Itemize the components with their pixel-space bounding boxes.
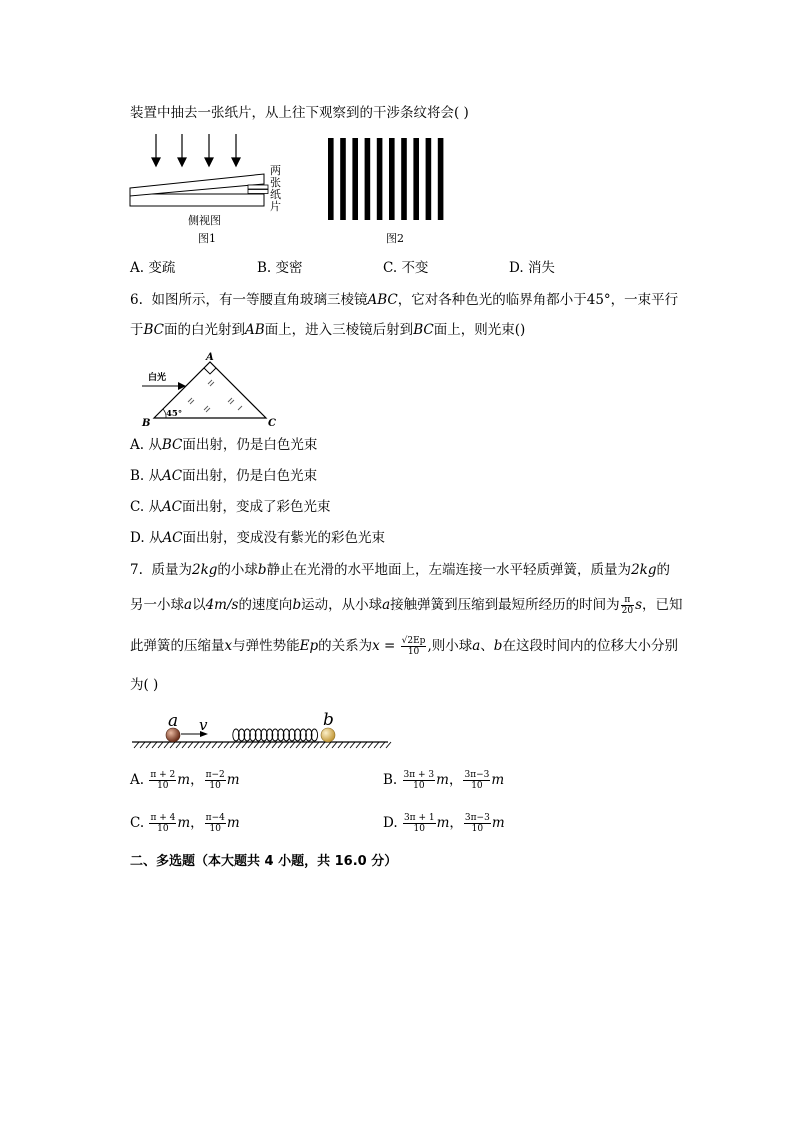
- light-arrow-head: [205, 158, 213, 166]
- ground-hatch: [368, 742, 373, 748]
- q7-spring-figure: [130, 706, 392, 756]
- ground-hatch: [320, 742, 325, 748]
- q6-option-b[interactable]: B. 从AC面出射，仍是白色光束: [130, 468, 318, 484]
- interference-fringe: [340, 138, 346, 220]
- q5-figure-1: [120, 130, 300, 250]
- ground-hatch: [152, 742, 157, 748]
- top-glass-plate: [130, 174, 264, 196]
- interference-fringe: [389, 138, 395, 220]
- ground-hatch: [182, 742, 187, 748]
- ground-hatch: [200, 742, 205, 748]
- interference-fringe: [377, 138, 383, 220]
- ground-hatch: [194, 742, 199, 748]
- ground-hatch: [254, 742, 259, 748]
- q5-figure-2: [322, 136, 457, 248]
- interference-fringe: [365, 138, 371, 220]
- q7-option-d[interactable]: D. $\frac{3\pi + 1}{10}$ m， $\frac{3\pi-3}{10}$ m: [383, 813, 505, 834]
- q6-prism-figure: [140, 350, 280, 430]
- section-heading-multiple-choice: 二、多选题（本大题共 4 小题，共 16.0 分）: [130, 854, 398, 869]
- interference-fringe: [401, 138, 407, 220]
- white-light-label: 白光: [148, 373, 167, 383]
- q7-stem-line-2: 另一小球a以4m/s的速度向b运动，从小球a接触弹簧到压缩到最短所经历的时间为 $\frac{\pi}{20}$ s，已知: [130, 595, 683, 616]
- ground-hatch: [338, 742, 343, 748]
- ground-hatch: [326, 742, 331, 748]
- ground-hatch: [332, 742, 337, 748]
- ground-hatch: [314, 742, 319, 748]
- q7-stem-line-3: 此弹簧的压缩量x与弹性势能Ep的关系为x = $\frac{√2Ep}{10}$ ,则小球a、b在这段时间内的位移大小分别: [130, 636, 678, 657]
- fig1-view-label: 侧视图: [188, 214, 221, 227]
- ground-hatch: [386, 742, 391, 748]
- q7-option-a[interactable]: A. $\frac{\pi + 2}{10}$ m， $\frac{\pi-2}{10}$ m: [130, 770, 240, 791]
- q5-stem-tail: 装置中抽去一张纸片，从上往下观察到的干涉条纹将会( ): [130, 105, 469, 121]
- ground-hatch: [218, 742, 223, 748]
- q7-stem-line-1: 7. 质量为2kg的小球b静止在光滑的水平地面上，左端连接一水平轻质弹簧，质量为2kg的: [130, 562, 670, 578]
- ground-hatch: [350, 742, 355, 748]
- angle-label: 45°: [166, 409, 183, 419]
- interference-fringe: [426, 138, 432, 220]
- q5-option-a[interactable]: A. 变疏: [130, 260, 176, 276]
- vertex-c: C: [268, 418, 276, 429]
- paper-strip: [248, 185, 268, 189]
- interference-fringe: [328, 138, 334, 220]
- q6-stem-line-1: 6. 如图所示，有一等腰直角玻璃三棱镜ABC，它对各种色光的临界角都小于45°，一束平行: [130, 292, 679, 308]
- side-label-char: 纸: [270, 188, 281, 201]
- label-v: v: [199, 716, 208, 734]
- ball-b: [321, 728, 335, 742]
- ground-hatch: [188, 742, 193, 748]
- ground-hatch: [158, 742, 163, 748]
- ground-hatch: [380, 742, 385, 748]
- side-label-char: 片: [270, 200, 281, 213]
- light-arrow-head: [232, 158, 240, 166]
- ground-hatch: [146, 742, 151, 748]
- ground-hatch: [236, 742, 241, 748]
- ground-hatch: [206, 742, 211, 748]
- ground-hatch: [362, 742, 367, 748]
- light-arrow-head: [152, 158, 160, 166]
- ground-hatch: [260, 742, 265, 748]
- q5-option-c[interactable]: C. 不变: [383, 260, 429, 276]
- fig1-caption: 图1: [198, 232, 216, 245]
- light-arrow-head: [178, 158, 186, 166]
- ground-hatch: [344, 742, 349, 748]
- q6-option-d[interactable]: D. 从AC面出射，变成没有紫光的彩色光束: [130, 530, 386, 546]
- ground-hatch: [356, 742, 361, 748]
- q5-option-b[interactable]: B. 变密: [257, 260, 303, 276]
- q7-option-b[interactable]: B. $\frac{3\pi + 3}{10}$ m， $\frac{3\pi-3}{10}$ m: [383, 770, 505, 791]
- ground-hatch: [266, 742, 271, 748]
- paper-strip: [248, 190, 268, 194]
- q6-stem-line-2: 于BC面的白光射到AB面上，进入三棱镜后射到BC面上，则光束(): [130, 322, 526, 338]
- ground-hatch: [278, 742, 283, 748]
- ground-hatch: [284, 742, 289, 748]
- q6-option-c[interactable]: C. 从AC面出射，变成了彩色光束: [130, 499, 331, 515]
- q7-stem-line-4: 为( ): [130, 677, 159, 693]
- interference-fringe: [438, 138, 444, 220]
- ground-hatch: [272, 742, 277, 748]
- bottom-glass-plate: [130, 194, 264, 206]
- ground-hatch: [224, 742, 229, 748]
- ground-hatch: [374, 742, 379, 748]
- q6-option-a[interactable]: A. 从BC面出射，仍是白色光束: [130, 437, 318, 453]
- ground-hatch: [140, 742, 145, 748]
- label-b: b: [323, 710, 334, 730]
- ground-hatch: [242, 742, 247, 748]
- ground-hatch: [302, 742, 307, 748]
- side-label-char: 张: [270, 176, 281, 189]
- ground-hatch: [290, 742, 295, 748]
- ground-hatch: [164, 742, 169, 748]
- compression-fraction: $\frac{√2Ep}{10}$: [401, 636, 426, 657]
- interference-fringe: [413, 138, 419, 220]
- ground-hatch: [308, 742, 313, 748]
- q7-option-c[interactable]: C. $\frac{\pi + 4}{10}$ m， $\frac{\pi-4}{10}$ m: [130, 813, 240, 834]
- q5-option-d[interactable]: D. 消失: [509, 260, 555, 276]
- ground-hatch: [230, 742, 235, 748]
- label-a: a: [168, 711, 179, 731]
- ground-hatch: [176, 742, 181, 748]
- ground-hatch: [248, 742, 253, 748]
- vertex-b: B: [142, 418, 151, 429]
- ground-hatch: [134, 742, 139, 748]
- time-fraction: $\frac{\pi}{20}$: [621, 595, 634, 616]
- interference-fringe: [352, 138, 358, 220]
- ground-hatch: [170, 742, 175, 748]
- vertex-a: A: [206, 352, 214, 363]
- fig2-caption: 图2: [386, 232, 404, 245]
- ground-hatch: [296, 742, 301, 748]
- ground-hatch: [212, 742, 217, 748]
- side-label-char: 两: [270, 164, 281, 177]
